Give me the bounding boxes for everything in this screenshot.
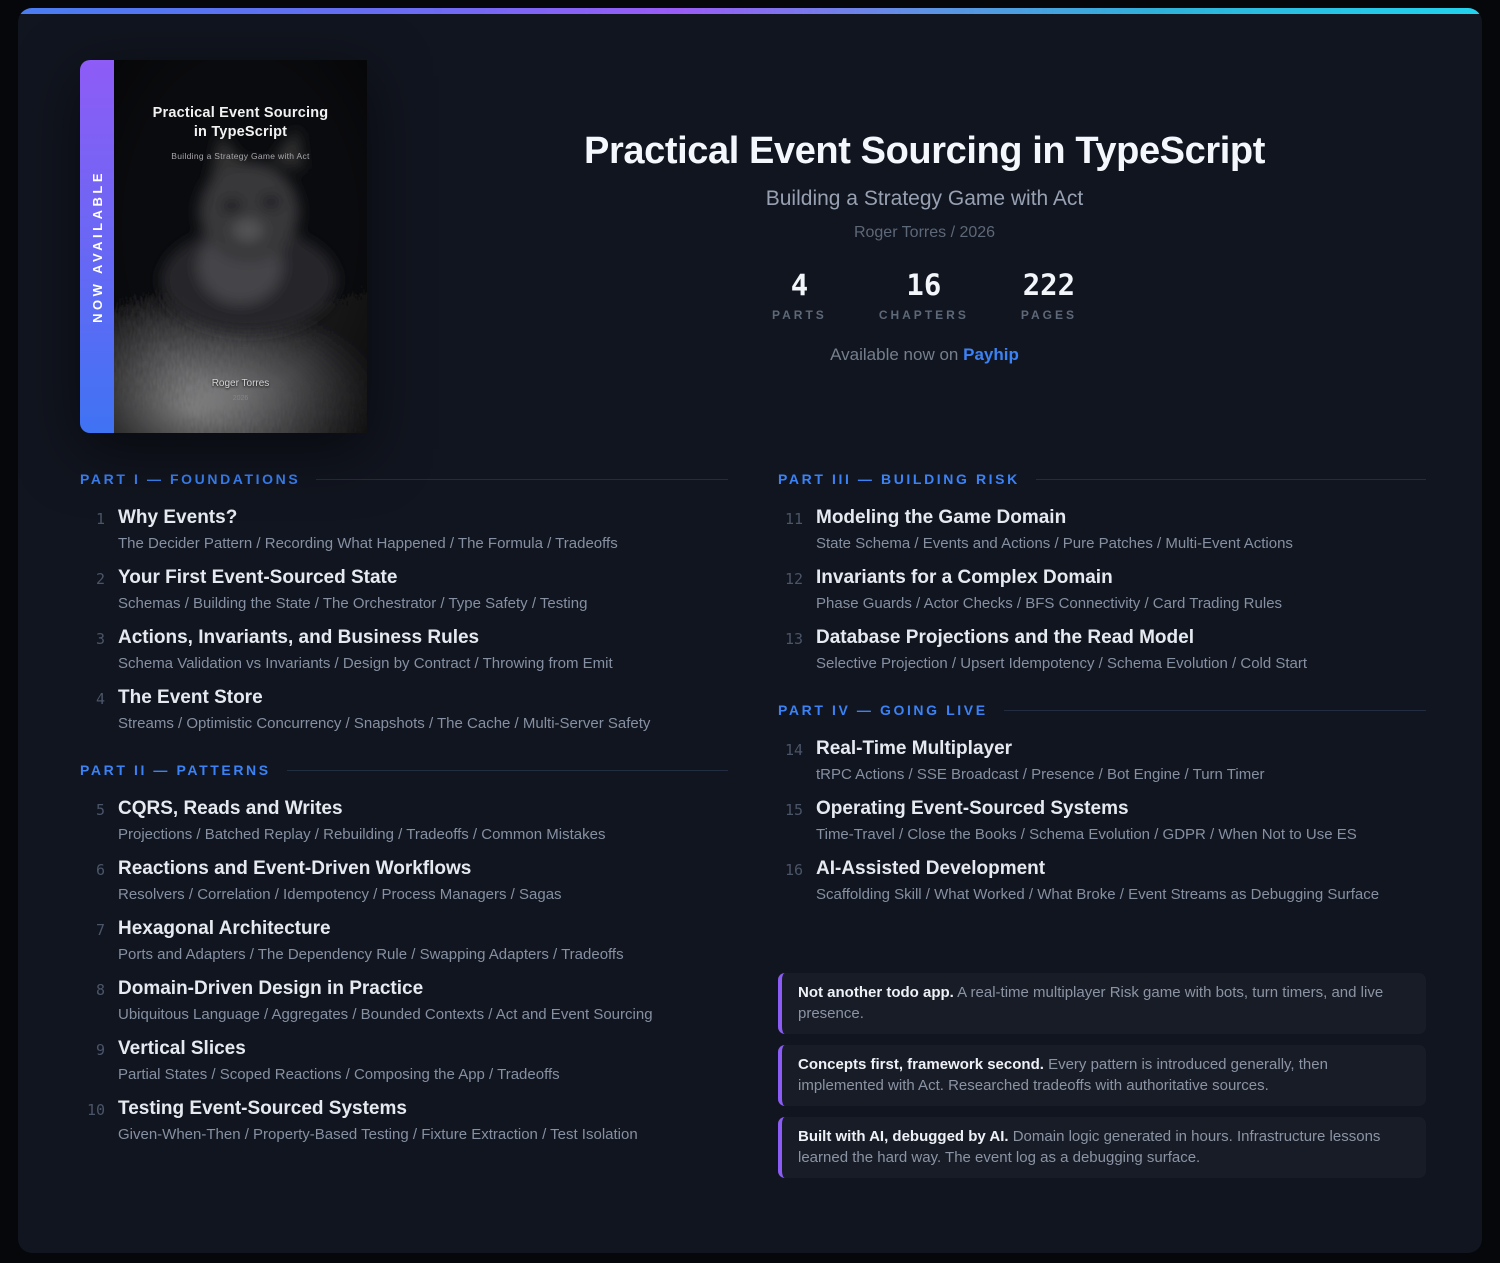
chapter-number: 1 [95, 510, 105, 528]
chapter-number: 14 [784, 741, 803, 759]
chapter-topics: Selective Projection / Upsert Idempotency / Schema Evolution / Cold Start [816, 655, 1308, 672]
part-label: PART II — PATTERNS [80, 762, 271, 778]
cover-year: 2026 [232, 395, 249, 402]
callout-lead: Concepts first, framework second. [798, 1056, 1044, 1073]
chapter-title: Actions, Invariants, and Business Rules [118, 627, 480, 648]
chapter-row [80, 798, 728, 843]
chapter-row [80, 507, 728, 552]
chapter-title: AI-Assisted Development [816, 858, 1046, 879]
chapter-row [778, 738, 1426, 783]
book-cover-block [80, 60, 367, 433]
chapter-number: 6 [95, 861, 105, 879]
chapter-number: 8 [95, 981, 105, 999]
chapter-row [778, 627, 1426, 672]
cover-title-line2: in TypeScript [193, 123, 288, 140]
chapter-number: 7 [95, 921, 105, 939]
stat-chapters [879, 268, 969, 322]
chapter-main [118, 1098, 638, 1143]
chapter-main [118, 798, 605, 843]
chapter-row [80, 978, 728, 1023]
chapter-number: 5 [95, 801, 105, 819]
part-heading [778, 471, 1426, 487]
ribbon-label: NOW AVAILABLE [89, 170, 105, 323]
chapter-title: Vertical Slices [118, 1038, 246, 1059]
chapter-row [80, 918, 728, 963]
stat-parts [772, 268, 827, 322]
chapter-topics: The Decider Pattern / Recording What Happened / The Formula / Tradeoffs [118, 535, 618, 552]
chapter-main [816, 627, 1307, 672]
chapter-main [816, 507, 1293, 552]
chapter-row [778, 798, 1426, 843]
callout-lead: Not another todo app. [798, 984, 954, 1001]
cover-subtitle: Building a Strategy Game with Act [171, 150, 310, 161]
part-heading [80, 762, 728, 778]
page-subtitle: Building a Strategy Game with Act [765, 187, 1084, 210]
stat-value: 4 [790, 268, 809, 302]
chapter-number: 12 [784, 570, 803, 588]
hero-text [367, 60, 1482, 433]
now-available-ribbon [80, 60, 114, 433]
chapter-main [118, 687, 650, 732]
availability-line [367, 345, 1482, 365]
chapter-number: 13 [784, 630, 803, 648]
toc-column-left [80, 471, 728, 1158]
chapter-topics: Ubiquitous Language / Aggregates / Bounded Contexts / Act and Event Sourcing [118, 1006, 653, 1023]
part-label: PART IV — GOING LIVE [778, 702, 988, 718]
chapter-title: Why Events? [118, 507, 238, 528]
stat-label: PAGES [1020, 308, 1077, 322]
chapter-title: Reactions and Event-Driven Workflows [118, 858, 472, 879]
chapter-main [118, 858, 562, 903]
part-rule [1036, 479, 1426, 480]
stat-label: CHAPTERS [878, 308, 969, 322]
stat-value: 16 [906, 268, 942, 302]
chapter-topics: Time-Travel / Close the Books / Schema Evolution / GDPR / When Not to Use ES [816, 826, 1357, 843]
chapter-row [778, 858, 1426, 903]
chapter-title: Hexagonal Architecture [118, 918, 331, 939]
chapter-number: 9 [95, 1041, 105, 1059]
chapter-main [118, 978, 653, 1023]
chapter-number: 3 [95, 630, 105, 648]
chapter-title: The Event Store [118, 687, 263, 708]
chapter-title: Database Projections and the Read Model [816, 627, 1194, 648]
part-section [80, 762, 728, 1143]
chapter-topics: Phase Guards / Actor Checks / BFS Connectivity / Card Trading Rules [816, 595, 1283, 612]
chapter-row [80, 687, 728, 732]
chapter-row [80, 627, 728, 672]
payhip-link[interactable]: Payhip [963, 345, 1019, 364]
chapter-number: 15 [784, 801, 803, 819]
chapter-title: Testing Event-Sourced Systems [118, 1098, 407, 1119]
chapter-main [816, 798, 1357, 843]
chapter-topics: Ports and Adapters / The Dependency Rule / Swapping Adapters / Tradeoffs [118, 946, 624, 963]
chapter-number: 11 [784, 510, 803, 528]
chapter-title: Modeling the Game Domain [816, 507, 1067, 528]
chapter-topics: Resolvers / Correlation / Idempotency / Process Managers / Sagas [118, 886, 562, 903]
callout-body: Every pattern is introduced generally, then implemented with Act. Researched tradeoffs with authoritative sources. [798, 1056, 1328, 1094]
table-of-contents [18, 433, 1482, 1249]
page-title: Practical Event Sourcing in TypeScript [584, 130, 1265, 172]
chapter-main [118, 567, 587, 612]
chapter-main [816, 858, 1379, 903]
chapter-topics: Scaffolding Skill / What Worked / What Broke / Event Streams as Debugging Surface [816, 886, 1380, 903]
chapter-row [80, 567, 728, 612]
book-cover [114, 60, 367, 433]
chapter-number: 2 [95, 570, 105, 588]
callout-body: Domain logic generated in hours. Infrastructure lessons learned the hard way. The event log as a debugging surface. [798, 1128, 1381, 1166]
chapter-row [80, 1098, 728, 1143]
stat-label: PARTS [772, 308, 827, 322]
callout-body: A real-time multiplayer Risk game with bots, turn timers, and live presence. [798, 984, 1384, 1022]
chapter-title: Real-Time Multiplayer [816, 738, 1013, 759]
stat-pages [1021, 268, 1077, 322]
part-rule [1004, 710, 1426, 711]
chapter-topics: Streams / Optimistic Concurrency / Snapshots / The Cache / Multi-Server Safety [118, 715, 651, 732]
chapter-row [80, 858, 728, 903]
chapter-row [778, 567, 1426, 612]
chapter-title: Domain-Driven Design in Practice [118, 978, 424, 999]
callouts [778, 973, 1426, 1178]
part-rule [287, 770, 728, 771]
callout [778, 1117, 1426, 1178]
chapter-row [80, 1038, 728, 1083]
chapter-topics: Schemas / Building the State / The Orchestrator / Type Safety / Testing [118, 595, 588, 612]
chapter-main [118, 507, 618, 552]
chapter-topics: tRPC Actions / SSE Broadcast / Presence / Bot Engine / Turn Timer [816, 766, 1265, 783]
chapter-title: Your First Event-Sourced State [118, 567, 398, 588]
chapter-main [816, 567, 1282, 612]
author-byline: Roger Torres / 2026 [853, 224, 996, 241]
cover-title-line1: Practical Event Sourcing [152, 105, 329, 121]
chapter-topics: State Schema / Events and Actions / Pure Patches / Multi-Event Actions [816, 535, 1293, 552]
chapter-main [118, 627, 613, 672]
chapter-number: 4 [95, 690, 105, 708]
chapter-topics: Given-When-Then / Property-Based Testing / Fixture Extraction / Test Isolation [118, 1126, 638, 1143]
part-label: PART III — BUILDING RISK [778, 471, 1020, 487]
chapter-title: Operating Event-Sourced Systems [816, 798, 1129, 819]
chapter-topics: Partial States / Scoped Reactions / Composing the App / Tradeoffs [118, 1066, 560, 1083]
chapter-title: Invariants for a Complex Domain [816, 567, 1113, 588]
part-heading [80, 471, 728, 487]
callout [778, 1045, 1426, 1106]
part-rule [316, 479, 728, 480]
part-section [778, 471, 1426, 672]
part-heading [778, 702, 1426, 718]
availability-prefix: Available now on [830, 345, 959, 364]
page-card [18, 8, 1482, 1253]
chapter-number: 16 [784, 861, 803, 879]
chapter-row [778, 507, 1426, 552]
cover-author: Roger Torres [211, 378, 270, 389]
stats-row [367, 268, 1482, 322]
part-label: PART I — FOUNDATIONS [80, 471, 301, 487]
chapter-topics: Schema Validation vs Invariants / Design by Contract / Throwing from Emit [118, 655, 613, 672]
part-section [80, 471, 728, 732]
toc-column-right [778, 471, 1426, 1189]
chapter-main [118, 1038, 560, 1083]
callout [778, 973, 1426, 1034]
chapter-main [816, 738, 1265, 783]
chapter-number: 10 [86, 1101, 105, 1119]
callout-lead: Built with AI, debugged by AI. [798, 1128, 1009, 1145]
chapter-title: CQRS, Reads and Writes [118, 798, 343, 819]
cover-text [114, 60, 367, 433]
chapter-main [118, 918, 624, 963]
cover-title [114, 104, 367, 142]
part-section [778, 702, 1426, 903]
chapter-topics: Projections / Batched Replay / Rebuilding / Tradeoffs / Common Mistakes [118, 826, 606, 843]
hero-section [18, 14, 1482, 433]
stat-value: 222 [1022, 268, 1076, 302]
